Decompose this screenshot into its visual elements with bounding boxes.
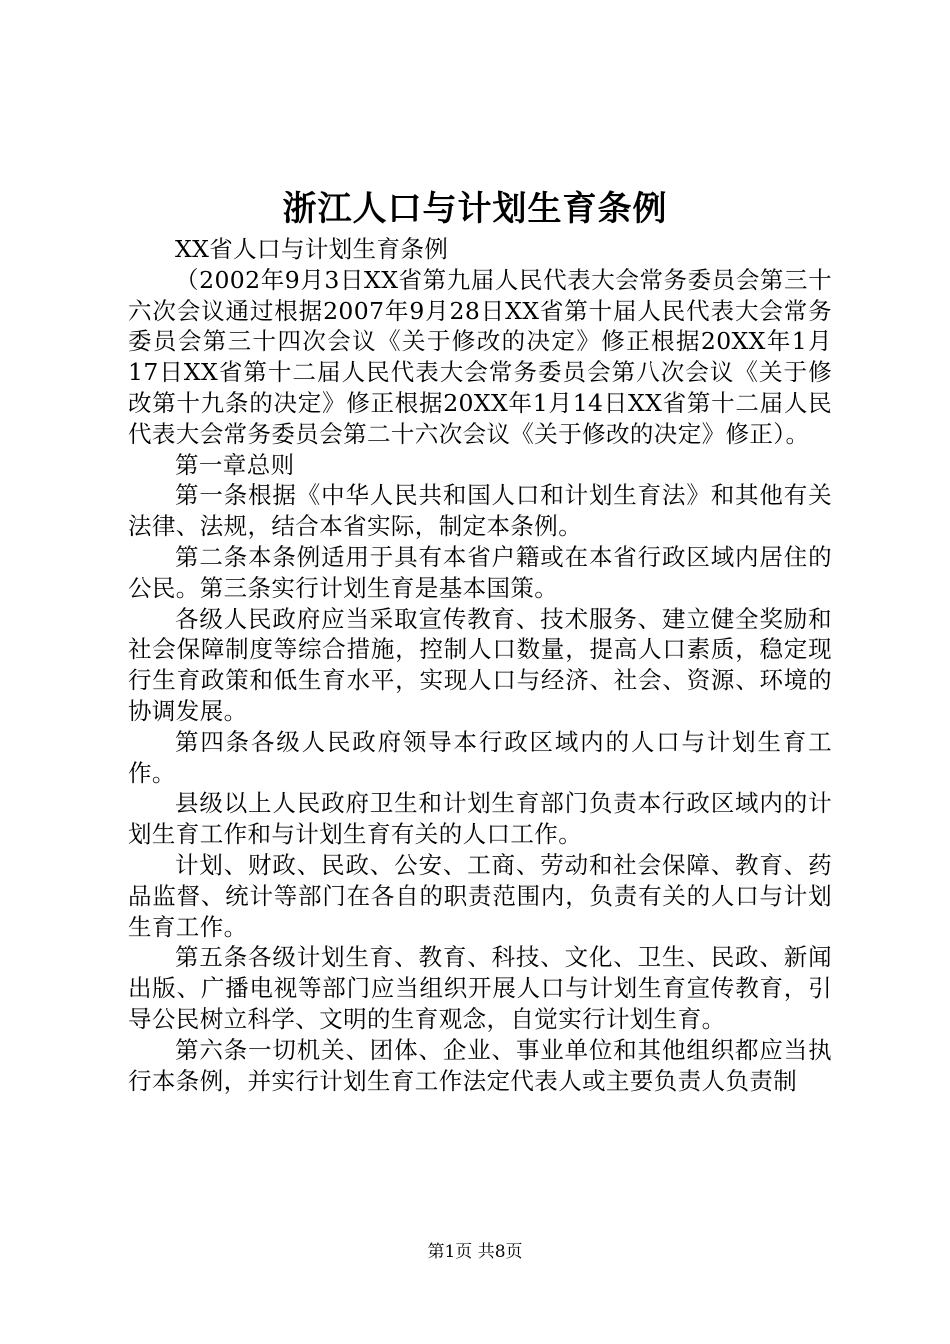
article-1: 第一条根据《中华人民共和国人口和计划生育法》和其他有关法律、法规，结合本省实际，制定本条例。 [128,481,832,541]
document-body [128,234,832,1096]
article-4: 第四条各级人民政府领导本行政区域内的人口与计划生育工作。 [128,727,832,787]
chapter-heading: 第一章总则 [175,450,295,479]
article-4-detail-2: 计划、财政、民政、公安、工商、劳动和社会保障、教育、药品监督、统计等部门在各自的职责范围内，负责有关的人口与计划生育工作。 [128,850,832,941]
article-4-detail-1: 县级以上人民政府卫生和计划生育部门负责本行政区域内的计划生育工作和与计划生育有关的人口工作。 [128,789,832,849]
document-subtitle: XX省人口与计划生育条例 [175,235,449,263]
article-6: 第六条一切机关、团体、企业、事业单位和其他组织都应当执行本条例，并实行计划生育工作法定代表人或主要负责人负责制 [128,1035,832,1095]
amendment-note: （2002年9月3日XX省第九届人民代表大会常务委员会第三十六次会议通过根据2007年9月28日XX省第十届人民代表大会常务委员会第三十四次会议《关于修改的决定》修正根据20XX年1月17日XX省第十二届人民代表大会常务委员会第八次会议《关于修改第十九条的决定》修正根据20XX年1月14日XX省第十二届人民代表大会常务委员会第二十六次会议《关于修改的决定》修正）。 [128,265,832,448]
page-footer: 第1页 共8页 [427,1242,523,1262]
article-3-detail: 各级人民政府应当采取宣传教育、技术服务、建立健全奖励和社会保障制度等综合措施，控制人口数量，提高人口素质，稳定现行生育政策和低生育水平，实现人口与经济、社会、资源、环境的协调发展。 [128,604,832,725]
document-title: 浙江人口与计划生育条例 [282,189,668,229]
article-5: 第五条各级计划生育、教育、科技、文化、卫生、民政、新闻出版、广播电视等部门应当组织开展人口与计划生育宣传教育，引导公民树立科学、文明的生育观念，自觉实行计划生育。 [128,943,832,1033]
article-2-3: 第二条本条例适用于具有本省户籍或在本省行政区域内居住的公民。第三条实行计划生育是基本国策。 [128,542,832,602]
